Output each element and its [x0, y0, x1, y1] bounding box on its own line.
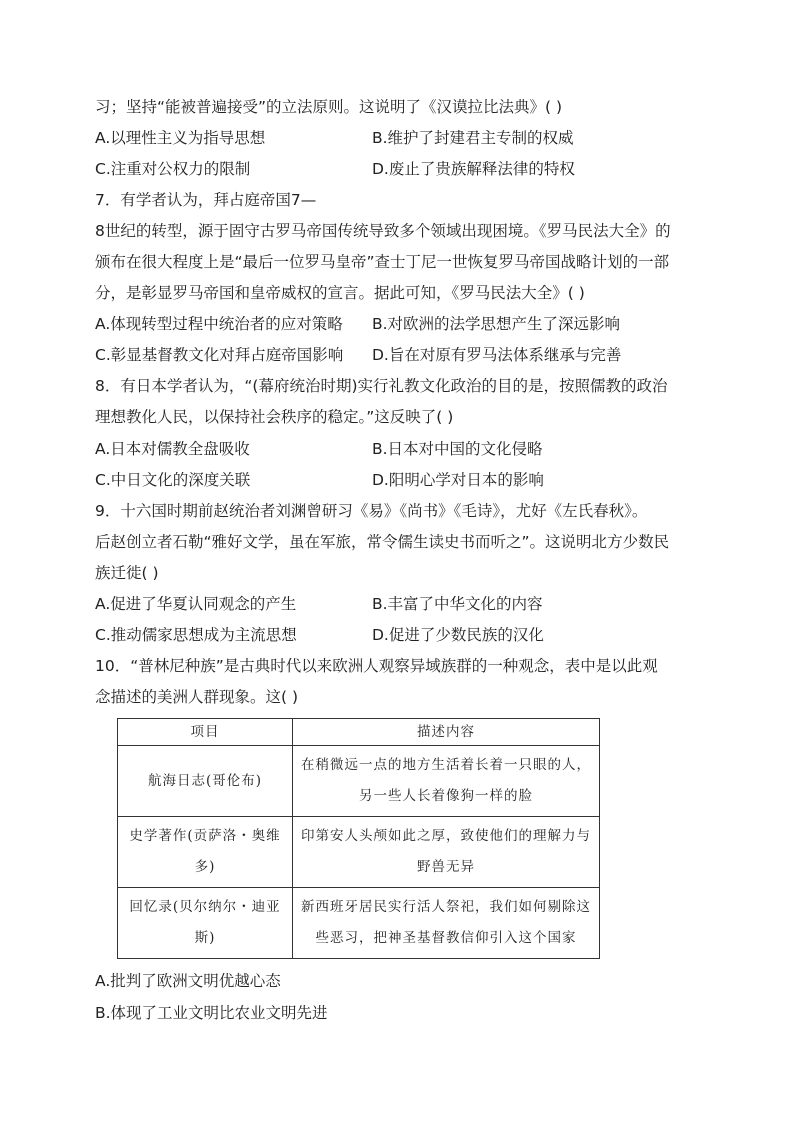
- q7-option-a: A.体现转型过程中统治者的应对策略: [95, 315, 343, 333]
- q9-option-a: A.促进了华夏认同观念的产生: [95, 595, 297, 613]
- table-cell-item: 史学著作(贡萨洛・奥维多): [118, 817, 293, 888]
- q10-option-a: A.批判了欧洲文明优越心态: [95, 972, 281, 990]
- q8-option-a: A.日本对儒教全盘吸收: [95, 440, 250, 458]
- table-row: [118, 817, 600, 888]
- q7-stem-line-1: 7．有学者认为，拜占庭帝国7—: [95, 191, 317, 209]
- q7-option-c: C.彰显基督教文化对拜占庭帝国影响: [95, 346, 344, 364]
- q10-option-b: B.体现了工业文明比农业文明先进: [95, 1004, 328, 1022]
- table-cell-item: 航海日志(哥伦布): [118, 746, 293, 817]
- q9-stem-line-3: 族迁徙( ): [95, 564, 159, 582]
- q6-stem-continued: 习；坚持“能被普遍接受”的立法原则。这说明了《汉谟拉比法典》( ): [95, 98, 563, 116]
- table-header-description: 描述内容: [293, 719, 600, 746]
- q8-stem-line-1: 8．有日本学者认为，“(幕府统治时期)实行礼教文化政治的目的是，按照儒教的政治: [95, 377, 668, 395]
- table-cell-description: 新西班牙居民实行活人祭祀，我们如何剔除这些恶习，把神圣基督教信仰引入这个国家: [293, 888, 600, 959]
- q10-table: [117, 718, 600, 959]
- q6-option-c: C.注重对公权力的限制: [95, 160, 251, 178]
- q8-option-d: D.阳明心学对日本的影响: [372, 471, 544, 489]
- table-row: [118, 888, 600, 959]
- q6-option-d: D.废止了贵族解释法律的特权: [372, 160, 575, 178]
- q9-option-c: C.推动儒家思想成为主流思想: [95, 626, 297, 644]
- q10-stem-line-2: 念描述的美洲人群现象。这( ): [95, 688, 299, 706]
- q9-option-b: B.丰富了中华文化的内容: [372, 595, 543, 613]
- q9-stem-line-1: 9．十六国时期前赵统治者刘渊曾研习《易》《尚书》《毛诗》，尤好《左氏春秋》。: [95, 502, 648, 520]
- table-header-item: 项目: [118, 719, 293, 746]
- table-header-row: [118, 719, 600, 746]
- q7-stem-line-2: 8世纪的转型，源于固守古罗马帝国传统导致多个领域出现困境。《罗马民法大全》的: [95, 222, 671, 240]
- table-row: [118, 746, 600, 817]
- q10-stem-line-1: 10．“普林尼种族”是古典时代以来欧洲人观察异域族群的一种观念，表中是以此观: [95, 657, 658, 675]
- q8-stem-line-2: 理想教化人民，以保持社会秩序的稳定。”这反映了( ): [95, 408, 454, 426]
- q7-stem-line-4: 分，是彰显罗马帝国和皇帝威权的宣言。据此可知，《罗马民法大全》( ): [95, 284, 585, 302]
- table-cell-item: 回忆录(贝尔纳尔・迪亚斯): [118, 888, 293, 959]
- q9-option-d: D.促进了少数民族的汉化: [372, 626, 544, 644]
- q7-stem-line-3: 颁布在很大程度上是“最后一位罗马皇帝”查士丁尼一世恢复罗马帝国战略计划的一部: [95, 253, 670, 271]
- q6-option-b: B.维护了封建君主专制的权威: [372, 129, 574, 147]
- q7-option-b: B.对欧洲的法学思想产生了深远影响: [372, 315, 621, 333]
- q8-option-c: C.中日文化的深度关联: [95, 471, 251, 489]
- table-cell-description: 印第安人头颅如此之厚，致使他们的理解力与野兽无异: [293, 817, 600, 888]
- q8-option-b: B.日本对中国的文化侵略: [372, 440, 543, 458]
- q6-option-a: A.以理性主义为指导思想: [95, 129, 266, 147]
- q9-stem-line-2: 后赵创立者石勒“雅好文学，虽在军旅，常令儒生读史书而听之”。这说明北方少数民: [95, 533, 670, 551]
- q7-option-d: D.旨在对原有罗马法体系继承与完善: [372, 346, 622, 364]
- table-cell-description: 在稍微远一点的地方生活着长着一只眼的人，另一些人长着像狗一样的脸: [293, 746, 600, 817]
